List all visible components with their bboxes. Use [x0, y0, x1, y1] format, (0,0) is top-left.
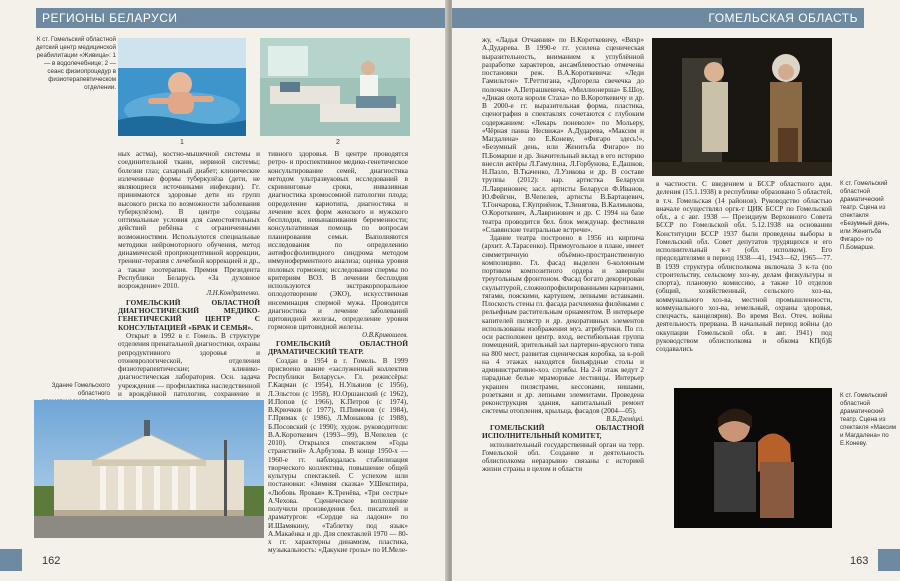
- rehab-author: Л.Н.Кондратенко.: [206, 290, 260, 298]
- rehab-text-continued: ных астма), костно-мышечной системы и соединительной ткани, нервной системы; болезни глаз; сахарный диабет; клинические излеченные формы туберкулёза (дети, не являющиеся источниками инфекции). Гг. принимаются здоровые дети из групп высокого риска по возможности заболевания туберкулёзом). В центре созданы оптимальные условия для самостоятельных действий ребёнка с ограниченными возможностями. Используются специальные методики нейромоторного обучения, метод динамической проприоцептивной коррекции, тренинг-терапия с лечебной коррекцией и др., а также зоотерапия. Премия Президента Республики Беларусь «За духовное возрождение» 2010.: [118, 150, 260, 290]
- caption-rehab-photos: [34, 36, 116, 92]
- right-page-column-2: [656, 180, 832, 353]
- play-figaro-image: [652, 38, 832, 176]
- page-number-right: 163: [850, 555, 869, 567]
- physiotherapy-image: [260, 38, 410, 136]
- right-page-column-1: [482, 36, 644, 474]
- photo-play-maxim: [674, 388, 832, 528]
- theatre-building-image: [34, 400, 264, 538]
- photo-theatre-building: [34, 400, 264, 538]
- caption-theatre-building: Здание Гомельского областного: [51, 382, 110, 397]
- executive-committee-text: исполнительный государственный орган на терр. Гомельской обл. Создание и деятельность облисполкома неразрывно связаны с историей жизни страны в целом и области: [482, 440, 644, 474]
- theatre-text-continued: жу, «Ладья Отчаяния» по В.Короткевичу, «Вяхр» А.Дударева. В 1990-е гг. усилена сценическая выразительность, вниманием к углублённой разработке характеров, ансамблевостью отмечены постановки реж. В.А.Короткевича: «Леди Гамильтон» Т.Реттиганa, «Догорела свечечка до полочки» А.Петрашкевича, «Миллионерша» Б.Шоу, «Дикая охота короля Стаха» по В.Короткевичу и др. В 2000-е гг. выразительная форма, пластика, сценография в спектаклях сочетаются с глубоким содержанием: «Лекарь поневоле» по Мольеру, «Чёрная панна Несвижа» А.Дударева, «Максим и Магдалена» по Е.Коневу, «Фигаро здесь!», «Безумный день, или Женитьба Фигаро» по П.Бомарше и др. Значительный вклад в его историю внесли актёры Л.Гамулина, Л.Горбунова, Е.Дашков, Н.Пазло, В.Ткаченко, Л.Узикова и др. В составе труппы (2012): нар. артистка Беларуси Л.Лавринович; засл. артисты Беларуси Ф.Иванов, Ю.Фейгин, В.Чепелев, артисты В.Бартацевич, Т.Гончарова, Г.Куприёнок, Т.Зинягова, В.Калмыкова, О.Короткевич, А.Лавринович и др. С 1994 на базе театра проводится бел. блок междунар. фестиваля «Славянские театральные встречи».: [482, 36, 644, 234]
- executive-committee-heading: ГОМЕЛЬСКИЙ ОБЛАСТНОЙ ИСПОЛНИТЕЛЬНЫЙ КОМИТЕТ,: [482, 422, 644, 441]
- photo-number-2: 2: [336, 139, 340, 146]
- genetic-center-text: Открыт в 1992 в г. Гомель. В структуре отделения пренатальной диагностики, охраны репродуктивного здоровья и отоневрологической, отделения физиотерапевтические; клинико-диагностическая лаборатория. Осн. задача учреждения — профилактика наследственной и врождённой патологии, сохранение и: [118, 332, 260, 398]
- drama-theatre-heading: ГОМЕЛЬСКИЙ ОБЛАСТНОЙ ДРАМАТИЧЕСКИЙ ТЕАТР.: [268, 338, 408, 357]
- page-marker-right: [878, 549, 900, 571]
- left-page-column-1: [118, 150, 260, 406]
- left-page: [0, 0, 448, 581]
- page-marker-left: [0, 549, 22, 571]
- drama-theatre-text: Создан в 1954 в г. Гомель. В 1999 присвоено звание «заслуженный коллектив Республики Беларусь». Гл. режиссёры: Г.Кацман (с 1954), Н.Ульянов (с 1956), Л.Эльстон (с 1958), Ю.Оршанский (с 1962), И.Попов (с 1966), К.Петров (с 1974), В.Крючков (с 1977), П.Пименов (с 1984), Г.Примак (с 1986), Л.Монакова (с 1988), Б.Посовский (с 1990); худож. руководители: В.А.Короткевич (1993—99), В.Чепелев (с 2010). Открылся спектаклем «Годы странствий» А.Арбузова. В конце 1950-х — 1960-е гг. наблюдалась стабилизация творческого коллектива, повышение общей культуры спектаклей. С успехом шли постановки: «Зимняя сказка» У.Шекспира, «Любовь Яровая» К.Тренёва, «Три сестры» А.Чехова. Сценическое воплощение получили произведения бел. писателей и драматургов: «Сердце на ладони» по И.Шамякину, «Таблетку под язык» А.Макаёнка и др. Для спектаклей 1970 — 80-х гг. характерны динамизм, пластика, музыкальность: «Дакукие грозы» по И.Меле-: [268, 356, 408, 555]
- photo-play-figaro: [652, 38, 832, 176]
- section-header-right: ГОМЕЛЬСКАЯ ОБЛАСТЬ: [452, 8, 864, 28]
- photo-number-1: 1: [180, 139, 184, 146]
- page-number-left: 162: [42, 555, 61, 567]
- genetic-center-heading: ГОМЕЛЬСКИЙ ОБЛАСТНОЙ ДИАГНОСТИЧЕСКИЙ МЕДИКО-ГЕНЕТИЧЕСКИЙ ЦЕНТР С КОНСУЛЬТАЦИЕЙ «БРАК И СЕМЬЯ».: [118, 297, 260, 332]
- section-header-left: РЕГИОНЫ БЕЛАРУСИ: [36, 8, 448, 28]
- theatre-building-text: Здание театра построено в 1956 из кирпича (архит. А.Тарасенко). Прямоугольное в плане, имеет симметричную объёмно-пространственную композицию. Гл. фасад выделен 6-колонным портиком композитного ордера и завершён треугольным фронтоном. Фасад богато декорирован скульптурой, сложнопрофилированными карнизами, тягами, пояскими, картушем, лепными вставками. Плоскость стены гл. фасада расчленена филёнками с рельефным растительным орнаментом. В интерьере капителей пилястр и др. декоративных элементов использованы изображения муз. атрибутики. По гл. оси расположен центр. вход, вестибюльная группа помещений, зрительный зал партерно-ярусного типа на 800 мест, развитая сценическая коробка, за к-рой на 4 этажах находятся бильярдные столы и административно-хоз. службы. На 2-й этаж ведут 2 парадные белые мраморные лестницы. Интерьер украшен пилястрами, кессонами, нишами, розетками и др. лепными элементами. Проведена реконструкция здания, капитальный ремонт системы отопления, крыльца, фасадов (2004—05).: [482, 234, 644, 416]
- photo-hydrotherapy: [118, 38, 246, 136]
- left-page-column-2: [268, 150, 408, 555]
- hydrotherapy-image: [118, 38, 246, 136]
- caption-play-maxim: К ст. Гомельский областной драматический театр. Сцена из спектакля «Максим и Магдалена» по Е.Коневу.: [840, 392, 897, 447]
- play-maxim-image: [674, 388, 832, 528]
- executive-committee-text-continued: в частности. С введением в БССР областного адм. деления (15.1.1938) в республике образовано 5 областей, в т.ч. Гомельская (14 районов). Руководство областью вначале осуществлял оргк-т ЦИК БССР по Гомельской обл., а с авг. 1938 — Президиум Верховного Совета БССР по Гомельской обл. 5.12.1938 на основании Конституции БССР 1937 были проведены выборы в Гомельский обл. Совет депутатов трудящихся и его исполнительный к-т (обл. исполком). Его председателями в период 1938—41, 1943—62, 1965—77. В 1939 структура облисполкома включала 3 к-та (по строительству, сельскому хоз-ву, делам физкультуры и спорта), плановую комиссию, а также 10 отделов (общий, хозяйственный, сельского хоз-ва, коммунального хоз-ва, местной промышленности, коммунального хоз-ва, земельный, охраны здоровья, спецчасть, канцелярия). Во время Вел. Отеч. войны деятельность прервана. В начальный период войны (до оккупации Гомельской обл. в авг. 1941) под руководством облисполкома и обкома КП(б)Б создавались: [656, 180, 832, 353]
- theatre-author: В.Б.Дземіцкі.: [606, 415, 644, 423]
- genetic-center-author: О.В.Кривошеев.: [362, 331, 408, 339]
- caption-rehab-text: К ст. Гомельский областной детский центр медицинской реабилитации «Живица»: 1 — в водолечебнице; 2 — сеанс физиопроцедур в физиотерапевтическом отделении.: [35, 36, 116, 91]
- photo-physiotherapy: [260, 38, 410, 136]
- caption-play-figaro: К ст. Гомельский областной драматический театр. Сцена из спектакля «Безумный день, или Женитьба Фигаро» по П.Бомарше.: [840, 180, 890, 251]
- right-page: [452, 0, 900, 581]
- genetic-center-text-continued: тивного здоровья. В центре проводятся ретро- и проспективное медико-генетическое консультирование семей, диагностика методом ультразвуковых исследований в скрининговые сроки, инвазивная диагностика хромосомной патологии плода; определение кариотипа, диагностика и лечение всех форм женского и мужского бесплодия, невынашивания беременности; консультативная помощь по вопросам планирования семьи. Выполняются исследования по определению антифосфолипидного синдрома методом иммуноферментного анализа; оценка уровня половых гормонов; исследования спермы по критериям ВОЗ. В лечении бесплодия используются экстракорпоральное оплодотворение (ЭКО), искусственная инсеминация спермой мужа. Проводится диагностика и лечение заболеваний щитовидной железы, определение уровня гормонов щитовидной железы.: [268, 150, 408, 332]
